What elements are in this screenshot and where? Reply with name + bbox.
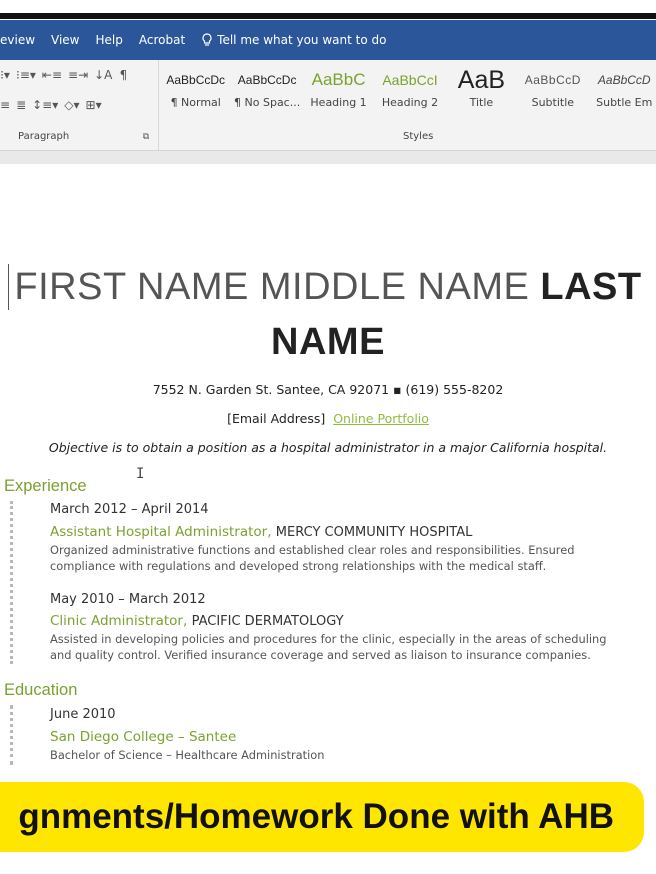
- job-2-dates[interactable]: May 2010 – March 2012: [50, 592, 206, 607]
- style-sample: AaBbCcI: [382, 72, 438, 88]
- style-name: Heading 1: [310, 96, 367, 109]
- promo-banner-text: gnments/Homework Done with AHB: [18, 797, 614, 836]
- ibeam-cursor-icon: I: [136, 466, 145, 482]
- style-subtle-emphasis[interactable]: [589, 64, 656, 120]
- education-dates[interactable]: June 2010: [50, 707, 116, 722]
- style-name: Title: [469, 96, 494, 109]
- style-sample: AaBbC: [311, 70, 366, 89]
- style-sample: AaBbCcD: [597, 73, 651, 87]
- shading-icon[interactable]: ◇▾: [64, 98, 80, 112]
- job-1-description[interactable]: Organized administrative functions and established clear roles and responsibilities. Ensured compliance with regulations and developed strong relationships with the medical staff.: [50, 543, 575, 573]
- pilcrow-icon[interactable]: ¶: [119, 68, 128, 82]
- job-2-org: PACIFIC DERMATOLOGY: [191, 614, 344, 629]
- document-page[interactable]: [0, 164, 656, 874]
- sort-icon[interactable]: ↓A: [94, 68, 113, 82]
- decrease-indent-icon[interactable]: ⇤≡: [41, 68, 63, 82]
- contact-address[interactable]: 7552 N. Garden St. Santee, CA 92071 ▪ (619) 555-8202: [152, 382, 504, 397]
- job-1-org: MERCY COMMUNITY HOSPITAL: [275, 525, 473, 540]
- job-1-title[interactable]: [50, 524, 472, 540]
- education-heading[interactable]: Education: [4, 681, 78, 699]
- promo-banner: [0, 782, 644, 852]
- style-heading-1[interactable]: [303, 64, 374, 120]
- name-bold: LAST: [540, 266, 642, 308]
- style-no-spacing[interactable]: [231, 64, 302, 120]
- styles-group-label: Styles: [403, 131, 434, 142]
- lightbulb-icon: [201, 33, 213, 47]
- style-sample: AaBbCcDc: [166, 73, 226, 87]
- paragraph-group: [0, 60, 159, 150]
- align-right-icon[interactable]: ≡: [0, 98, 11, 112]
- paragraph-group-label: Paragraph: [18, 131, 70, 142]
- job-2-title[interactable]: [50, 613, 344, 629]
- tab-acrobat[interactable]: Acrobat: [138, 33, 186, 47]
- tell-me-label: Tell me what you want to do: [217, 33, 387, 47]
- resume-name-line-2[interactable]: [0, 321, 656, 364]
- style-name: Subtitle: [531, 96, 575, 109]
- style-name: ¶ Normal: [170, 96, 221, 109]
- tab-help[interactable]: Help: [95, 33, 123, 47]
- email-placeholder[interactable]: [Email Address]: [227, 411, 326, 426]
- education-school[interactable]: San Diego College – Santee: [50, 729, 237, 745]
- line-spacing-icon[interactable]: ↕≡▾: [32, 98, 59, 112]
- document-background: [0, 151, 656, 164]
- name-regular: FIRST NAME MIDDLE NAME: [14, 266, 541, 308]
- style-heading-2[interactable]: [374, 64, 445, 120]
- style-name: ¶ No Spac...: [234, 96, 301, 109]
- borders-icon[interactable]: ⊞▾: [85, 98, 102, 112]
- resume-name-line-1[interactable]: [0, 266, 656, 309]
- education-divider: [10, 705, 13, 765]
- ribbon: [0, 60, 656, 151]
- job-2-description[interactable]: Assisted in developing policies and procedures for the clinic, especially in the areas of scheduling and quality control. Verified insurance coverage and served as liaison to insurance companies.: [50, 632, 607, 662]
- window-top-frame: [0, 0, 656, 20]
- tell-me-box[interactable]: [193, 33, 394, 47]
- contact-links: [0, 411, 656, 426]
- style-name: Subtle Em: [596, 96, 653, 109]
- style-subtitle[interactable]: [517, 64, 588, 120]
- dialog-launcher-icon[interactable]: ⧉: [142, 132, 150, 142]
- tab-view[interactable]: View: [51, 33, 80, 47]
- job-1-position: Assistant Hospital Administrator,: [50, 524, 272, 540]
- job-2-position: Clinic Administrator,: [50, 613, 188, 629]
- experience-heading[interactable]: Experience: [4, 477, 87, 495]
- name-bold-line2: NAME: [271, 321, 385, 363]
- bullets-icon[interactable]: ⁝▾: [0, 68, 10, 82]
- style-sample: AaBbCcD: [524, 73, 581, 87]
- experience-divider: [10, 501, 13, 664]
- objective-statement[interactable]: Objective is to obtain a position as a hospital administrator in a major California hospital.: [48, 440, 608, 455]
- increase-indent-icon[interactable]: ≡⇥: [68, 68, 89, 82]
- justify-icon[interactable]: ≣: [16, 98, 27, 112]
- ribbon-tab-bar: [0, 20, 656, 60]
- style-normal[interactable]: [160, 64, 231, 120]
- tab-review[interactable]: eview: [0, 33, 36, 47]
- style-sample: AaB: [457, 65, 506, 94]
- style-title[interactable]: [446, 64, 517, 120]
- numbering-icon[interactable]: ⁝≡▾: [16, 68, 36, 82]
- education-degree[interactable]: Bachelor of Science – Healthcare Administration: [50, 748, 325, 762]
- styles-gallery: [160, 64, 656, 122]
- online-portfolio-link[interactable]: Online Portfolio: [333, 411, 429, 426]
- style-sample: AaBbCcDc: [237, 73, 297, 87]
- style-name: Heading 2: [381, 96, 439, 109]
- job-1-dates[interactable]: March 2012 – April 2014: [50, 502, 209, 517]
